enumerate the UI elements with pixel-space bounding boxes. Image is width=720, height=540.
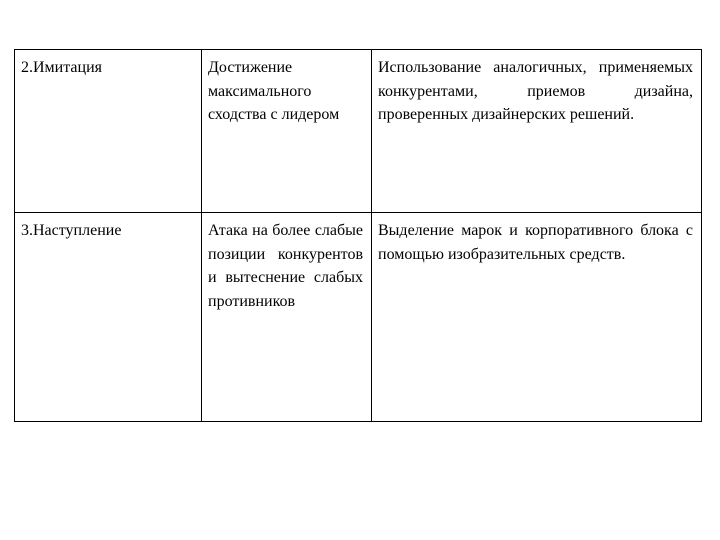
method-text: Использование аналогичных, применяемых конкурентами, приемов дизайна, проверенных дизайнерских решений.: [378, 59, 693, 123]
goal-cell: [202, 213, 372, 422]
stage-cell: [15, 213, 202, 422]
stage-text: 2.Имитация: [21, 59, 103, 76]
method-cell: [372, 213, 702, 422]
method-cell: [372, 50, 702, 213]
strategy-table: [14, 49, 702, 422]
goal-text: Достижение максимального сходства с лидером: [208, 59, 340, 123]
stage-text: 3.Наступление: [21, 222, 122, 239]
stage-cell: [15, 50, 202, 213]
table-row: [15, 213, 702, 422]
method-text: Выделение марок и корпоративного блока с помощью изобразительных средств.: [378, 222, 693, 263]
goal-text: Атака на более слабые позиции конкурентов и вытеснение слабых противников: [208, 222, 363, 310]
table-row: [15, 50, 702, 213]
goal-cell: [202, 50, 372, 213]
